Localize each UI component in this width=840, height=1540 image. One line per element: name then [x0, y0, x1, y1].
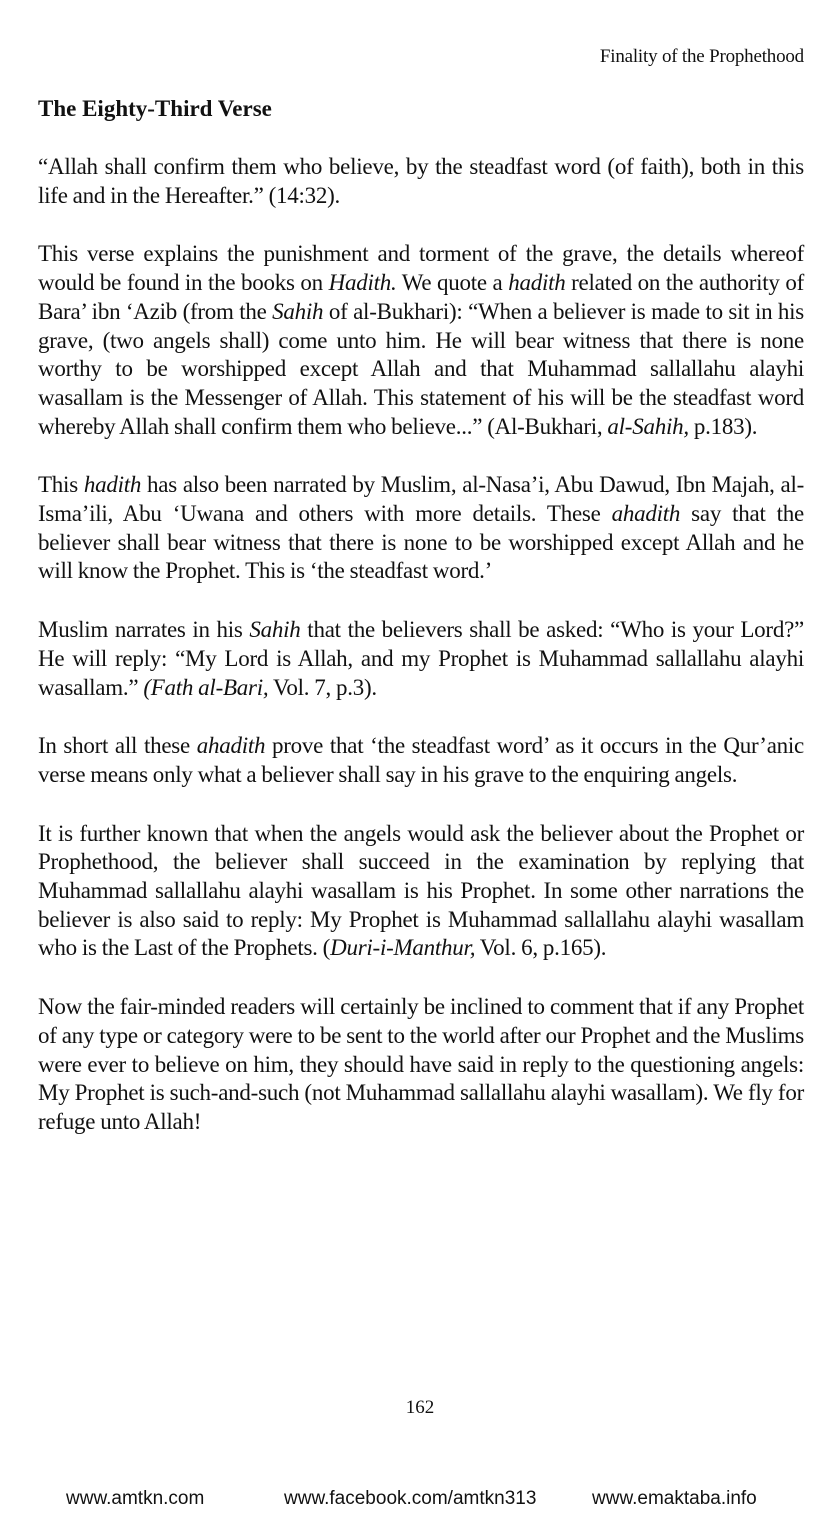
- paragraph: [38, 993, 804, 1137]
- text-segment: This: [38, 472, 84, 498]
- text-segment: Vol. 6, p.165).: [475, 935, 607, 961]
- italic-text: Hadith.: [328, 270, 397, 296]
- italic-text: hadith: [508, 270, 566, 296]
- text-segment: of al-Bukhari): “When a believer is made to sit in his grave, (two angels shall) come unto him. He will bear witness that there is none worthy to be worshipped except Allah and that Muhammad sallallahu alayhi wasallam is the Messenger of Allah. This statement of his will be the steadfast word whereby Allah shall confirm them who believe...” (Al-Bukhari,: [38, 298, 804, 439]
- text-segment: It is further known that when the angels would ask the believer about the Prophet or Prophethood, the believer shall succeed in the examination by replying that Muhammad sallallahu alayhi wasallam is his Prophet. In some other narrations the believer is also said to reply: My Prophet is Muhammad sallallahu alayhi wasallam who is the Last of the Prophets. (: [38, 820, 804, 961]
- italic-text: ahadith: [611, 501, 681, 527]
- paragraph: [38, 240, 804, 441]
- italic-text: al-Sahih,: [607, 413, 689, 439]
- text-segment: Muslim narrates in his: [38, 617, 250, 643]
- italic-text: (Fath al-Bari,: [143, 674, 269, 700]
- paragraph: [38, 616, 804, 702]
- text-segment: Now the fair-minded readers will certainly be inclined to comment that if any Prophet of any type or category were to be sent to the world after our Prophet and the Muslims were ever to believe on him, they should have said in reply to the questioning angels: My Prophet is such-and-such (not Muhammad sallallahu alayhi wasallam). We fly for refuge unto Allah!: [38, 994, 804, 1134]
- section-title: The Eighty-Third Verse: [38, 96, 272, 121]
- text-segment: that the believers shall be asked: “Who is your Lord?” He will reply: “My Lord is Allah, and my Prophet is Muhammad sallallahu alayhi wasallam.”: [38, 617, 804, 700]
- text-segment: Vol. 7, p.3).: [268, 674, 377, 700]
- italic-text: Duri-i-Manthur,: [330, 935, 476, 961]
- body-text: [38, 153, 804, 1167]
- text-segment: This verse explains the punishment and torment of the grave, the details whereof would be found in the books on: [38, 241, 804, 296]
- text-segment: In short all these: [38, 733, 197, 759]
- italic-text: Sahih: [272, 298, 324, 324]
- text-segment: p.183).: [688, 413, 758, 439]
- page-number: 162: [405, 1397, 435, 1418]
- text-segment: prove that ‘the steadfast word’ as it occurs in the Qur’anic verse means only what a believer shall say in his grave to the enquiring angels.: [38, 733, 804, 787]
- footer-link-emaktaba[interactable]: www.emaktaba.info: [592, 1488, 757, 1509]
- paragraph: [38, 471, 804, 586]
- paragraph: [38, 732, 804, 789]
- text-segment: “Allah shall confirm them who believe, by the steadfast word (of faith), both in this life and in the Hereafter.” (14:32).: [38, 154, 804, 208]
- footer-link-facebook[interactable]: www.facebook.com/amtkn313: [284, 1488, 537, 1509]
- italic-text: ahadith: [196, 733, 266, 759]
- text-segment: We quote a: [396, 270, 509, 296]
- italic-text: hadith: [83, 472, 142, 498]
- text-segment: has also been narrated by Muslim, al-Nasa’i, Abu Dawud, Ibn Majah, al-Isma’ili, Abu ‘Uwana and others with more details. These: [38, 472, 805, 527]
- paragraph: [38, 820, 804, 964]
- running-header: Finality of the Prophethood: [599, 46, 804, 67]
- text-segment: say that the believer shall bear witness that there is none to be worshipped except Allah and he will know the Prophet. This is ‘the steadfast word.’: [38, 501, 804, 584]
- italic-text: Sahih: [249, 617, 301, 643]
- paragraph: [38, 153, 804, 210]
- footer-link-amtkn[interactable]: www.amtkn.com: [66, 1488, 205, 1509]
- text-segment: related on the authority of Bara’ ibn ‘Azib (from the: [38, 270, 804, 324]
